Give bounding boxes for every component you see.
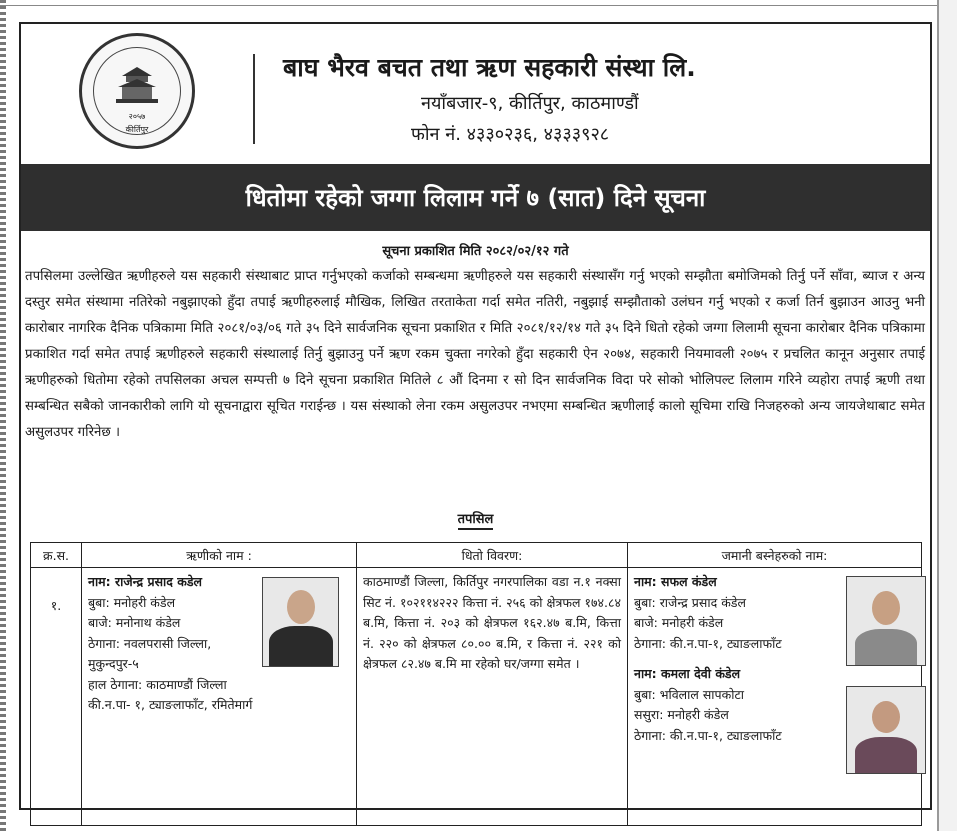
published-date: सूचना प्रकाशित मिति २०८२/०२/१२ गते [382,244,569,259]
page-edge-left [0,0,6,831]
guarantor2-father-in-law: ससुरा: मनोहरी कंडेल [634,707,729,722]
photo-face [872,701,900,733]
schedule-heading-text: तपसिल [458,512,494,530]
notice-title: धितोमा रहेको जग्गा लिलाम गर्ने ७ (सात) दिने सूचना [245,184,706,212]
table-row [31,568,922,826]
page-edge-top [0,5,937,6]
guarantors-cell [628,568,922,826]
guarantor2-father: बुबा: भविलाल सापकोटा [634,686,744,702]
borrower-grandfather: बाजे: मनोनाथ कंडेल [88,615,181,630]
temple-icon [112,66,162,104]
page-scrollbar[interactable] [937,0,957,831]
borrower-cell [82,568,357,826]
notice-title-banner [21,164,930,231]
photo-face [287,590,315,624]
organization-name: बाघ भैरव बचत तथा ऋण सहकारी संस्था लि. [283,53,696,82]
organization-phone: फोन नं. ४३३०२३६, ४३३३९२८ [411,124,610,145]
borrower-current-address: हाल ठेगाना: काठमाण्डौं जिल्ला [88,676,227,692]
table-header-row [31,543,922,568]
photo-dress [855,737,917,773]
schedule-heading [21,509,930,527]
borrower-photo [262,577,339,667]
header-divider [253,54,255,144]
organization-address: नयाँबजार-९, कीर्तिपुर, काठमाण्डौं [421,93,639,114]
row-serial-number: १. [31,568,82,826]
auction-table [30,542,922,826]
borrower-name: नाम: राजेन्द्र प्रसाद कडेल [88,574,203,589]
borrower-address: ठेगाना: नवलपरासी जिल्ला, [88,635,212,651]
guarantor1-name: नाम: सफल कंडेल [634,574,717,589]
cooperative-logo [79,33,195,149]
borrower-father: बुबा: मनोहरी कंडेल [88,594,176,610]
logo-place: कीर्तिपुर [125,125,149,134]
public-notice [19,22,932,810]
guarantor2-address: ठेगाना: की.न.पा-१, ट्याङलाफाँट [634,727,782,743]
guarantor1-grandfather: बाजे: मनोहरी कंडेल [634,615,724,630]
borrower-current-address-detail: की.न.पा- १, ट्याङलाफाँट, रमितेमार्ग [88,697,253,712]
logo-year: २०५७ [128,112,146,121]
borrower-address-ward: मुकुन्दपुर-५ [88,656,139,671]
col-header-guarantors: जमानी बस्नेहरुको नाम: [628,543,922,568]
col-header-borrower: ऋणीको नाम : [82,543,357,568]
collateral-cell: काठमाण्डौं जिल्ला, किर्तिपुर नगरपालिका वडा न.१ नक्सा सिट नं. १०२११४२२२ कित्ता नं. २५६ को क्षेत्रफल १७४.८४ ब.मि, कित्ता नं. २०३ को क्षेत्रफल १६२.४७ ब.मि, कित्ता नं. २२० को क्षेत्रफल ८०.०० ब.मि, र कित्ता नं. २२१ को क्षेत्रफल ८२.४७ ब.मि मा रहेको घर/जग्गा समेत । [357,568,628,826]
guarantor1-father: बुबा: राजेन्द्र प्रसाद कंडेल [634,594,746,610]
guarantor2-photo [846,686,926,774]
col-header-collateral: धितो विवरण: [357,543,628,568]
notice-body: तपसिलमा उल्लेखित ऋणीहरुले यस सहकारी संस्थाबाट प्राप्त गर्नुभएको कर्जाको सम्बन्धमा ऋणीहरुले यस सहकारी संस्थासँग गर्नु भएको सम्झौता बमोजिमको तिर्नु पर्ने साँवा, ब्याज र अन्य दस्तुर समेत संस्थामा नतिरेको नबुझाएको हुँदा तपाई ऋणीहरुलाई मौखिक, लिखित तरताकेता गर्दा समेत नतिरी, नबुझाई सम्झौताको उलंघन गर्नु भएको र कर्जा तिर्न बुझाउन आउनु भनी कारोबार नागरिक दैनिक पत्रिकामा मिति २०८१/०३/०६ गते ३५ दिने सार्वजनिक सूचना प्रकाशित र मिति २०८१/१२/१४ गते ३५ दिने धितो रहेको जग्गा लिलामी सूचना कारोबार दैनिक पत्रिकामा प्रकाशित गर्दा समेत तपाई ऋणीहरुले सहकारी संस्थालाई तिर्नु बुझाउनु पर्ने ऋण रकम चुक्ता नगरेको हुँदा सहकारी ऐन २०७४, सहकारी नियमावली २०७५ र प्रचलित कानून अनुसार तपाई ऋणीहरुको धितोमा रहेको तपसिलका अचल सम्पत्ती ७ दिने सूचना प्रकाशित मितिले ८ औं दिनमा र सो दिन सार्वजनिक विदा परे सोको भोलिपल्ट लिलाम गरिने व्यहोरा तपाई ऋणी तथा सम्बन्धित सबैको जानकारीको लागि यो सूचनाद्वारा सूचित गराईन्छ । यस संस्थाको लेना रकम असुलउपर नभएमा सम्बन्धित ऋणीलाई कालो सूचिमा राखि निजहरुको अन्य जायजेथाबाट समेत असुलउपर गरिनेछ । [25,269,925,440]
photo-face [872,591,900,625]
photo-suit [269,626,333,666]
col-header-sn: क्र.स. [31,543,82,568]
photo-shirt [855,629,917,665]
guarantor1-photo [846,576,926,666]
guarantor2-name: नाम: कमला देवी कंडेल [634,666,741,681]
guarantor1-address: ठेगाना: की.न.पा-१, ट्याङलाफाँट [634,635,782,651]
